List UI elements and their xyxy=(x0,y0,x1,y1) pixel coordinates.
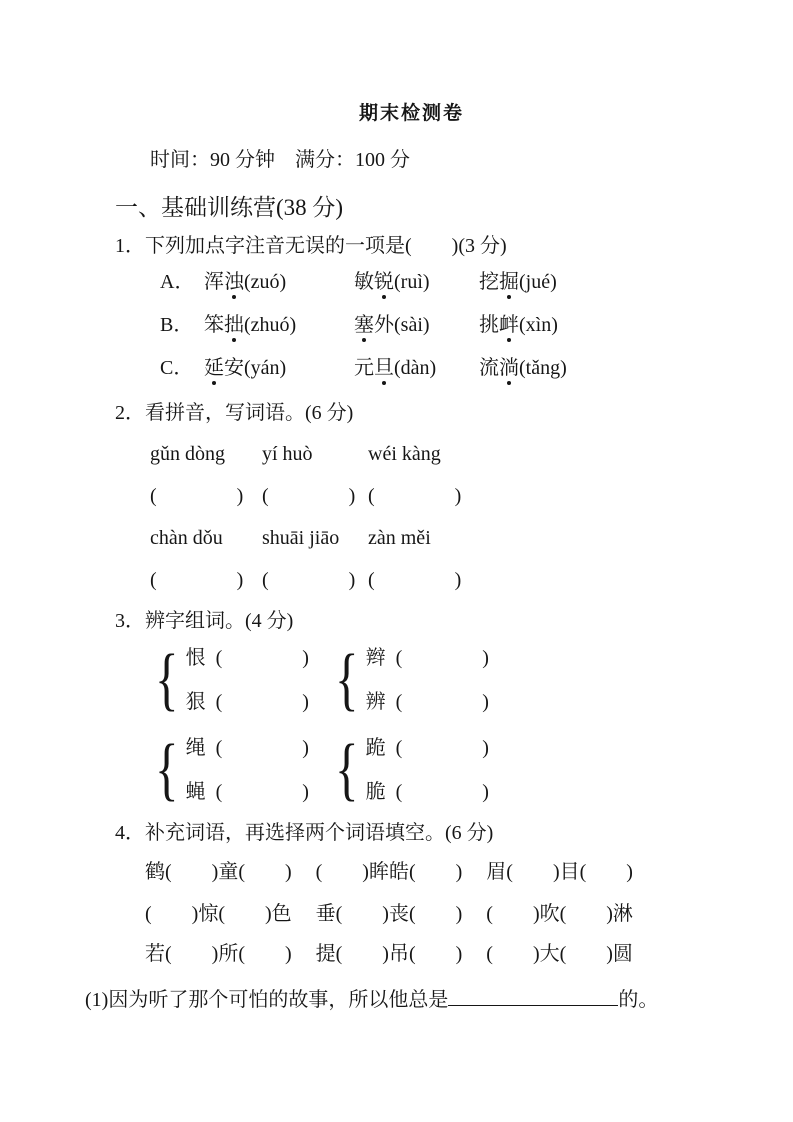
q2-blank-row-2 xyxy=(150,567,738,594)
answer-parens: ( ) xyxy=(368,569,462,591)
word-pinyin: (xìn) xyxy=(519,314,558,336)
word-pinyin: (dàn) xyxy=(394,357,437,379)
answer-parens: ( ) xyxy=(395,781,489,803)
brace-glyph: { xyxy=(335,641,359,718)
word-plain: 元 xyxy=(354,357,374,379)
char-pair xyxy=(330,643,489,717)
q1-answer-blank: ( ) xyxy=(405,235,459,257)
pair-line xyxy=(186,643,309,673)
title-row xyxy=(85,100,738,126)
pair-char: 辫 xyxy=(365,647,386,669)
pinyin: chàn dǒu xyxy=(150,527,223,549)
word-dotted-char: 塞 xyxy=(354,311,374,339)
word xyxy=(204,354,354,382)
word xyxy=(479,311,558,339)
pair-line xyxy=(366,733,489,763)
option-label: A． xyxy=(160,271,195,293)
section-heading: 一、基础训练营(38 分) xyxy=(115,195,344,220)
answer-parens: ( ) xyxy=(395,691,489,713)
sentence-pre: (1)因为听了那个可怕的故事，所以他总是 xyxy=(85,989,449,1011)
page-title: 期末检测卷 xyxy=(358,103,464,124)
q1-stem xyxy=(115,232,738,260)
word-dotted-char: 浊 xyxy=(224,268,244,296)
idiom-blank: ( )眸皓( ) xyxy=(315,861,463,883)
word xyxy=(479,354,567,382)
idiom-blank: 若( )所( ) xyxy=(145,943,292,965)
word-plain: 流 xyxy=(479,357,499,379)
word-pinyin: (tǎng) xyxy=(519,357,567,379)
pair-char: 蝇 xyxy=(185,781,206,803)
brace-glyph: { xyxy=(155,641,179,718)
answer-parens: ( ) xyxy=(150,569,244,591)
pair-char: 跪 xyxy=(365,737,386,759)
pair-slot xyxy=(150,733,330,807)
q4-idiom-row-1 xyxy=(145,859,738,885)
pinyin: yí huò xyxy=(262,443,313,465)
pinyin: zàn měi xyxy=(368,527,431,549)
q1-stem-text: 1．下列加点字注音无误的一项是 xyxy=(115,235,405,257)
word xyxy=(354,311,479,339)
word-plain: 敏 xyxy=(354,271,374,293)
word-pinyin: (zuó) xyxy=(244,271,287,293)
word-pinyin: (sài) xyxy=(394,314,430,336)
word-dotted-char: 淌 xyxy=(499,354,519,382)
pair-line xyxy=(366,687,489,717)
word-pinyin: (jué) xyxy=(519,271,557,293)
q3-pairs-row-2 xyxy=(150,733,738,807)
word-pinyin: (ruì) xyxy=(394,271,430,293)
q3-pairs-row-1 xyxy=(150,643,738,717)
pair-line xyxy=(186,687,309,717)
meta-line: 时间：90 分钟 满分：100 分 xyxy=(150,149,410,171)
brace-glyph: { xyxy=(335,731,359,808)
pair-char: 脆 xyxy=(365,781,386,803)
answer-parens: ( ) xyxy=(215,737,309,759)
pair-slot xyxy=(150,643,330,717)
pair-char: 恨 xyxy=(185,647,206,669)
word-plain: 笨 xyxy=(204,314,224,336)
char-pair xyxy=(150,643,330,717)
q1-option-c xyxy=(160,354,738,382)
sentence-post: 的。 xyxy=(618,989,659,1011)
idiom-blank: 提( )吊( ) xyxy=(315,943,463,965)
answer-parens: ( ) xyxy=(262,485,356,507)
option-label: C． xyxy=(160,357,194,379)
q4-fill-sentence-1 xyxy=(85,983,738,1013)
word-plain: 挖 xyxy=(479,271,499,293)
q4-idiom-row-3 xyxy=(145,941,738,967)
pair-line xyxy=(366,643,489,673)
word-pinyin: (zhuó) xyxy=(244,314,297,336)
pair-line xyxy=(186,777,309,807)
answer-parens: ( ) xyxy=(262,569,356,591)
word-dotted-char: 锐 xyxy=(374,268,394,296)
word-plain: 浑 xyxy=(204,271,224,293)
q3-stem: 3．辨字组词。(4 分) xyxy=(115,610,294,632)
word xyxy=(354,268,479,296)
idiom-blank: 鹤( )童( ) xyxy=(145,861,292,883)
q2-pinyin-row-2 xyxy=(150,525,738,552)
answer-parens: ( ) xyxy=(395,647,489,669)
word-plain: 挑 xyxy=(479,314,499,336)
answer-parens: ( ) xyxy=(150,485,244,507)
word-pinyin: (yán) xyxy=(244,357,287,379)
idiom-blank: 垂( )丧( ) xyxy=(315,903,463,925)
word xyxy=(204,311,354,339)
pinyin: wéi kàng xyxy=(368,443,441,465)
pair-line xyxy=(366,777,489,807)
pair-char: 绳 xyxy=(185,737,206,759)
q1-score: (3 分) xyxy=(458,235,507,257)
idiom-blank: ( )大( )圆 xyxy=(486,943,633,965)
idiom-blank: ( )吹( )淋 xyxy=(486,903,633,925)
word-plain: 安 xyxy=(224,357,244,379)
pinyin: shuāi jiāo xyxy=(262,527,340,549)
pair-line xyxy=(186,733,309,763)
answer-parens: ( ) xyxy=(215,781,309,803)
answer-parens: ( ) xyxy=(395,737,489,759)
q1-option-a xyxy=(160,268,738,296)
idiom-blank: ( )惊( )色 xyxy=(145,903,292,925)
word xyxy=(354,354,479,382)
q1-option-b xyxy=(160,311,738,339)
answer-parens: ( ) xyxy=(215,647,309,669)
pair-slot xyxy=(330,733,489,807)
brace-glyph: { xyxy=(155,731,179,808)
word xyxy=(204,268,354,296)
option-label: B． xyxy=(160,314,194,336)
q4-stem: 4．补充词语，再选择两个词语填空。(6 分) xyxy=(115,822,494,844)
word xyxy=(479,268,557,296)
word-dotted-char: 衅 xyxy=(499,311,519,339)
q2-stem: 2．看拼音，写词语。(6 分) xyxy=(115,402,354,424)
answer-underline xyxy=(448,983,618,1006)
pair-char: 狠 xyxy=(185,691,206,713)
word-dotted-char: 旦 xyxy=(374,354,394,382)
idiom-blank: 眉( )目( ) xyxy=(486,861,633,883)
word-dotted-char: 延 xyxy=(204,354,224,382)
char-pair xyxy=(330,733,489,807)
answer-parens: ( ) xyxy=(215,691,309,713)
answer-parens: ( ) xyxy=(368,485,462,507)
q4-idiom-row-2 xyxy=(145,901,738,927)
q2-blank-row-1 xyxy=(150,483,738,510)
word-plain: 外 xyxy=(374,314,394,336)
pair-char: 辨 xyxy=(365,691,386,713)
q2-pinyin-row-1 xyxy=(150,441,738,468)
word-dotted-char: 拙 xyxy=(224,311,244,339)
word-dotted-char: 掘 xyxy=(499,268,519,296)
char-pair xyxy=(150,733,330,807)
pinyin: gǔn dòng xyxy=(150,443,225,465)
pair-slot xyxy=(330,643,489,717)
